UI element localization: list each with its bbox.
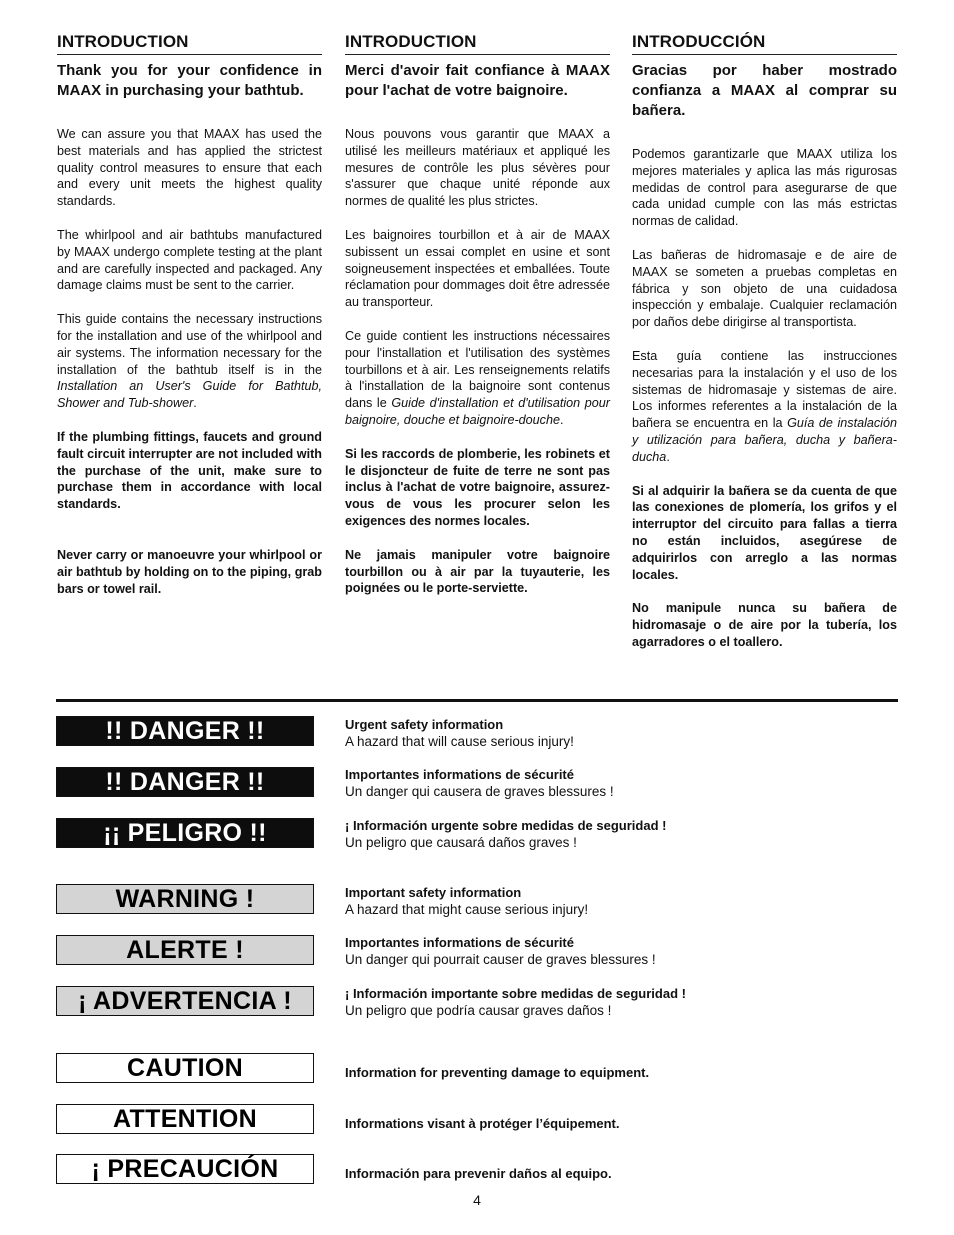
paragraph-guide: Ce guide contient les instructions nécessaires pour l'installation et l'utilisation des systèmes tourbillons et à air. Les renseignements relatifs à l'installation de la baignoire sont contenus dans le Guide d'installation et d'utilisation pour baignoire, douche et baignoire-douche. xyxy=(345,328,610,427)
lead-paragraph: Gracias por haber mostrado confianza a MAAX al comprar su bañera. xyxy=(632,62,897,119)
danger-label-spanish: ¡¡ PELIGRO !! xyxy=(56,818,314,848)
danger-description-spanish: ¡ Información urgente sobre medidas de seguridad ! Un peligro que causará daños graves ! xyxy=(345,818,667,850)
paragraph-never-carry: Ne jamais manipuler votre baignoire tourbillon ou à air par la tuyauterie, les poignées ou le porte-serviette. xyxy=(345,547,610,596)
paragraph-testing: Las bañeras de hidromasaje e de aire de MAAX se someten a pruebas completas en fábrica y son objeto de una cuidadosa inspección y embalaje. Cualquier reclamación por daños debe dirigirse al transportista. xyxy=(632,247,897,330)
paragraph-quality: We can assure you that MAAX has used the best materials and has applied the strictest quality control measures to ensure that each and every unit meets the highest quality standards. xyxy=(57,127,322,209)
danger-description-english: Urgent safety information A hazard that will cause serious injury! xyxy=(345,717,574,749)
warning-description-spanish: ¡ Información importante sobre medidas de seguridad ! Un peligro que podría causar graves daños ! xyxy=(345,986,686,1018)
caution-description-french: Informations visant à protéger l’équipement. xyxy=(345,1116,620,1131)
caution-description-spanish: Información para prevenir daños al equipo. xyxy=(345,1166,612,1181)
warning-description-french: Importantes informations de sécurité Un danger qui pourrait causer de graves blessures ! xyxy=(345,935,656,967)
intro-column-english xyxy=(57,32,322,597)
danger-description-french: Importantes informations de sécurité Un danger qui causera de graves blessures ! xyxy=(345,767,614,799)
paragraph-never-carry: No manipule nunca su bañera de hidromasaje o de aire por la tubería, los agarradores o el toallero. xyxy=(632,601,897,649)
lead-paragraph: Thank you for your confidence in MAAX in purchasing your bathtub. xyxy=(57,62,322,99)
paragraph-guide: This guide contains the necessary instructions for the installation and use of the whirlpool and air systems. The information necessary for the installation of the bathtub itself is in the Installation an User's Guide for Bathtub, Shower and Tub-shower. xyxy=(57,312,322,411)
column-heading: INTRODUCCIÓN xyxy=(632,32,897,55)
lead-paragraph: Merci d'avoir fait confiance à MAAX pour l'achat de votre baignoire. xyxy=(345,62,610,99)
warning-label-spanish: ¡ ADVERTENCIA ! xyxy=(56,986,314,1016)
column-heading: INTRODUCTION xyxy=(345,32,610,55)
caution-label-spanish: ¡ PRECAUCIÓN xyxy=(56,1154,314,1184)
paragraph-never-carry: Never carry or manoeuvre your whirlpool or air bathtub by holding on to the piping, grab bars or towel rail. xyxy=(57,547,322,596)
paragraph-testing: Les baignoires tourbillon et à air de MAAX subissent un essai complet en usine et sont soigneusement inspectées et emballées. Toute réclamation pour dommages doit être adressée au transporteur. xyxy=(345,227,610,310)
page-number: 4 xyxy=(473,1192,481,1208)
paragraph-plumbing: Si al adquirir la bañera se da cuenta de que las conexiones de plomería, los grifos y el interruptor del circuito para fallas a tierra no están incluidos, asegúrese de adquirirlos con arreglo a las normas locales. xyxy=(632,483,897,582)
paragraph-testing: The whirlpool and air bathtubs manufactured by MAAX undergo complete testing at the plant and are carefully inspected and packaged. Any damage claims must be sent to the carrier. xyxy=(57,227,322,293)
paragraph-guide: Esta guía contiene las instrucciones necesarias para la instalación y el uso de los sistemas de hidromasaje y sistemas de aire. Los informes referentes a la instalación de la bañera se encuentra en la Guía de instalación y utilización para bañera, ducha y bañera-ducha. xyxy=(632,348,897,464)
section-divider xyxy=(56,699,898,702)
caution-label-french: ATTENTION xyxy=(56,1104,314,1134)
intro-column-spanish xyxy=(632,32,897,651)
intro-column-french xyxy=(345,32,610,597)
danger-label-english: !! DANGER !! xyxy=(56,716,314,746)
danger-label-french: !! DANGER !! xyxy=(56,767,314,797)
caution-description-english: Information for preventing damage to equipment. xyxy=(345,1065,650,1080)
caution-label-english: CAUTION xyxy=(56,1053,314,1083)
warning-label-english: WARNING ! xyxy=(56,884,314,914)
warning-description-english: Important safety information A hazard that might cause serious injury! xyxy=(345,885,589,917)
paragraph-quality: Nous pouvons vous garantir que MAAX a utilisé les meilleurs matériaux et appliqué les mesures de contrôle les plus sévères pour s'assurer que chaque unité réponde aux normes de qualité les plus strictes. xyxy=(345,127,610,209)
paragraph-quality: Podemos garantizarle que MAAX utiliza los mejores materiales y aplica las más rigurosas medidas de control para asegurarse de que cada unidad cumple con las más estrictas normas de calidad. xyxy=(632,147,897,229)
column-heading: INTRODUCTION xyxy=(57,32,322,55)
warning-label-french: ALERTE ! xyxy=(56,935,314,965)
paragraph-plumbing: Si les raccords de plomberie, les robinets et le disjoncteur de fuite de terre ne sont pas inclus à l'achat de votre baignoire, assurez-vous de vous les procurer selon les exigences des normes locales. xyxy=(345,446,610,528)
paragraph-plumbing: If the plumbing fittings, faucets and ground fault circuit interrupter are not included with the purchase of the unit, make sure to purchase them in accordance with local standards. xyxy=(57,429,322,512)
